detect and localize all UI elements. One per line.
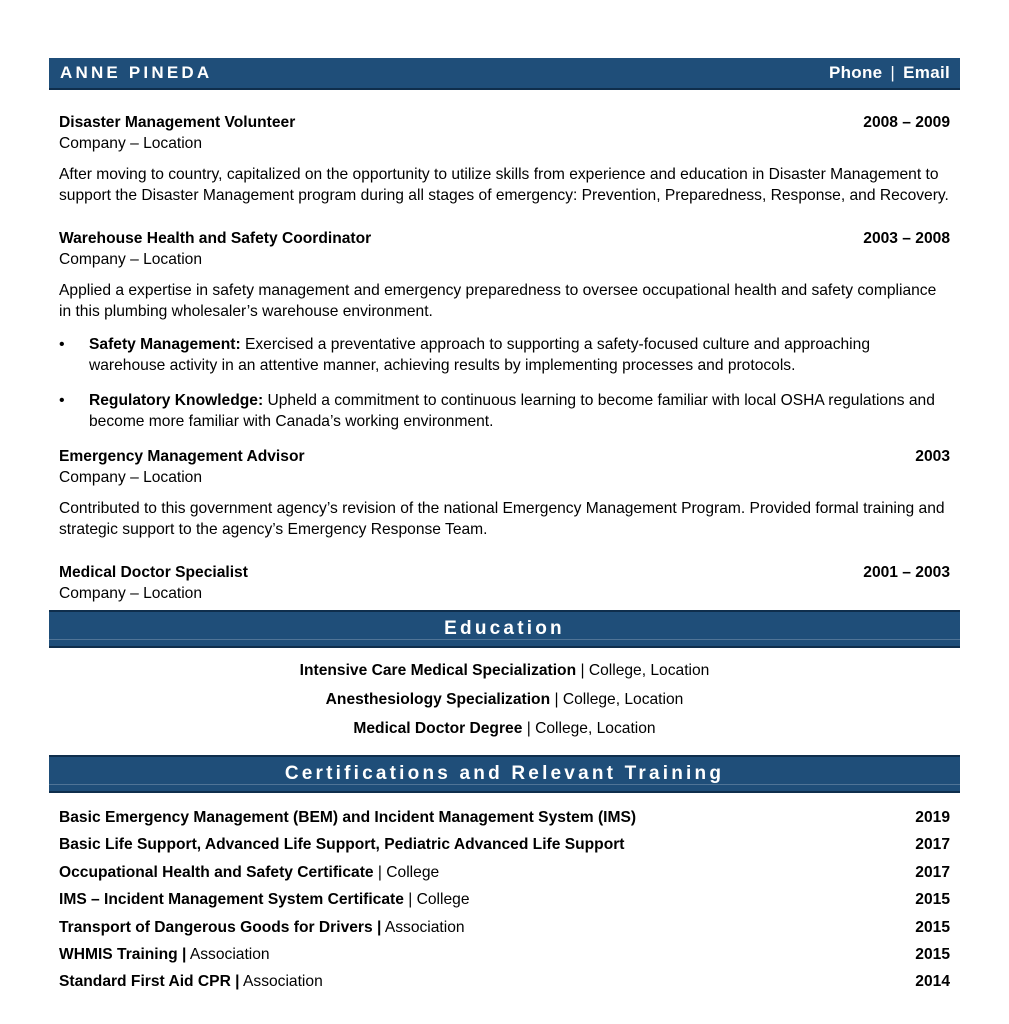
phone-label: Phone — [828, 63, 883, 82]
cert-name: IMS – Incident Management System Certificate — [59, 891, 404, 909]
cert-year: 2017 — [915, 836, 950, 854]
job-company: Company – Location — [59, 585, 203, 602]
name-header-band — [49, 58, 960, 90]
job-dates: 2003 — [915, 448, 950, 465]
list-item — [59, 944, 950, 965]
cert-year: 2015 — [915, 918, 950, 936]
contact-separator: | — [890, 63, 896, 82]
cert-org: Association — [381, 918, 465, 936]
cert-name: WHMIS Training | — [59, 945, 187, 963]
job-dates: 2001 – 2003 — [863, 564, 950, 581]
degree-name: Intensive Care Medical Specialization — [299, 662, 577, 679]
job-title: Disaster Management Volunteer — [59, 114, 296, 131]
job-title: Medical Doctor Specialist — [59, 564, 248, 581]
list-item — [49, 689, 960, 710]
cert-year: 2014 — [915, 973, 950, 991]
list-item — [49, 660, 960, 681]
cert-name: Basic Life Support, Advanced Life Support, Pediatric Advanced Life Support — [59, 836, 625, 854]
certifications-heading-band — [49, 755, 960, 793]
job-description: Contributed to this government agency’s revision of the national Emergency Management Program. Provided formal training and strategic support to the agency’s Emergency Response Team. — [59, 500, 945, 538]
degree-name: Medical Doctor Degree — [353, 720, 523, 737]
bullet-text: Upheld a commitment to continuous learning to become familiar with local OSHA regulations and become more familiar with Canada’s working environment. — [89, 392, 935, 430]
experience-list — [49, 112, 960, 604]
degree-name: Anesthesiology Specialization — [325, 691, 551, 708]
list-item — [59, 807, 950, 828]
job-title: Warehouse Health and Safety Coordinator — [59, 230, 372, 247]
cert-name: Basic Emergency Management (BEM) and Incident Management System (IMS) — [59, 809, 637, 826]
cert-year: 2019 — [915, 809, 950, 826]
list-item — [49, 718, 960, 739]
cert-year: 2015 — [915, 945, 950, 963]
list-item — [59, 834, 950, 855]
cert-year: 2017 — [915, 863, 950, 881]
job-entry — [59, 112, 950, 206]
list-item — [59, 971, 950, 992]
contact-info — [829, 63, 950, 83]
job-company: Company – Location — [59, 135, 203, 152]
list-item — [59, 390, 950, 432]
section-title: Education — [444, 618, 565, 639]
cert-year: 2015 — [915, 891, 950, 909]
bullet-text: Exercised a preventative approach to supporting a safety-focused culture and approaching warehouse activity in an attentive manner, achieving results by implementing processes and protocols. — [89, 336, 870, 374]
cert-org: | College — [373, 863, 440, 881]
cert-org: | College — [403, 891, 470, 909]
cert-name: Occupational Health and Safety Certificate — [59, 863, 374, 881]
job-description: After moving to country, capitalized on the opportunity to utilize skills from experience and education in Disaster Management to support the Disaster Management program during all stages of emergency: Prevention, Preparedness, Response, and Recovery. — [59, 166, 949, 204]
education-heading-band — [49, 610, 960, 648]
degree-detail: | College, Location — [550, 691, 684, 708]
job-entry — [59, 562, 950, 604]
list-item — [59, 889, 950, 910]
education-list — [49, 648, 960, 755]
bullet-label: Regulatory Knowledge: — [89, 392, 264, 409]
certifications-list — [49, 793, 960, 992]
job-dates: 2008 – 2009 — [863, 114, 950, 131]
job-company: Company – Location — [59, 251, 203, 268]
job-entry — [59, 228, 950, 432]
job-title: Emergency Management Advisor — [59, 448, 305, 465]
cert-org: Association — [186, 945, 270, 963]
email-label: Email — [903, 63, 950, 82]
cert-name: Transport of Dangerous Goods for Drivers | — [59, 918, 382, 936]
cert-name: Standard First Aid CPR | — [59, 973, 240, 991]
list-item — [59, 862, 950, 883]
resume-page — [49, 58, 960, 999]
degree-detail: | College, Location — [576, 662, 710, 679]
job-company: Company – Location — [59, 469, 203, 486]
achievement-list — [59, 334, 950, 432]
job-entry — [59, 446, 950, 540]
candidate-name: ANNE PINEDA — [60, 63, 213, 82]
degree-detail: | College, Location — [522, 720, 656, 737]
section-title: Certifications and Relevant Training — [284, 763, 725, 784]
list-item — [59, 334, 950, 376]
cert-org: Association — [239, 973, 323, 991]
job-dates: 2003 – 2008 — [863, 230, 950, 247]
bullet-label: Safety Management: — [89, 336, 241, 353]
list-item — [59, 917, 950, 938]
job-description: Applied a expertise in safety management and emergency preparedness to oversee occupational health and safety compliance in this plumbing wholesaler’s warehouse environment. — [59, 282, 937, 320]
